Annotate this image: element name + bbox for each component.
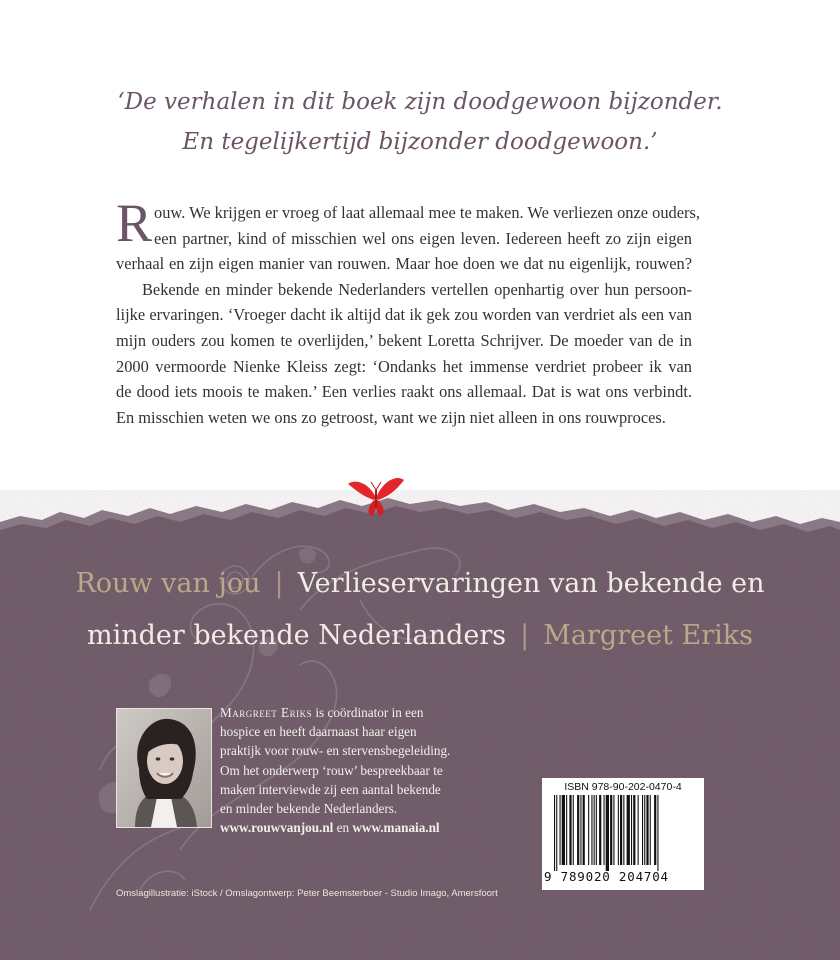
quote-line-1: ‘De verhalen in dit boek zijn doodgewoon bijzonder.: [117, 89, 723, 115]
barcode-bar: [588, 795, 589, 865]
blurb-line: En misschien weten we ons zo getroost, want we zijn niet alleen in ons rouwproces.: [116, 407, 666, 427]
bio-name: Margreet Eriks: [220, 705, 313, 720]
barcode-bar: [631, 795, 632, 865]
purple-panel: [0, 490, 840, 960]
blurb-text: [116, 193, 700, 430]
blurb-line: mijn ouders zou komen te overlijden,’ bekent Loretta Schrijver. De moeder van de in: [116, 330, 692, 350]
author-name: Margreet Eriks: [543, 620, 753, 651]
barcode-bar: [633, 795, 635, 865]
subtitle-part-2: minder bekende Nederlanders: [87, 620, 507, 651]
barcode-bar: [657, 795, 658, 871]
barcode-bar: [610, 795, 612, 865]
blurb-line: een partner, kind of misschien wel ons eigen leven. Iedereen heeft zo zijn eigen: [154, 228, 692, 248]
bio-line: en minder bekende Nederlanders.: [220, 801, 398, 817]
drop-cap: R: [116, 193, 153, 253]
bio-connector: en: [333, 820, 353, 836]
quote-line-2: En tegelijkertijd bijzonder doodgewoon.’: [182, 129, 658, 155]
title-separator: |: [274, 568, 284, 599]
blurb-line: de dood iets moois te maken.’ Een verlies raakt ons allemaal. Dat is wat ons verbindt.: [116, 382, 692, 402]
barcode-bar: [644, 795, 645, 865]
barcode: [542, 778, 704, 890]
pull-quote: [0, 82, 840, 162]
cover-credits: Omslagillustratie: iStock / Omslagontwerp: Peter Beemsterboer - Studio Imago, Amersfoort: [116, 888, 498, 899]
barcode-bar: [650, 795, 651, 865]
title-separator: |: [520, 620, 530, 651]
barcode-bar: [627, 795, 630, 865]
bio-line: Om het onderwerp ‘rouw’ bespreekbaar te: [220, 762, 443, 778]
barcode-bar: [573, 795, 574, 865]
blurb-line: 2000 vermoorde Nienke Kleiss zegt: ‘Ondanks het immense verdriet probeer ik van: [116, 356, 692, 376]
barcode-bar: [580, 795, 581, 865]
barcode-bar: [618, 795, 619, 865]
barcode-bar: [562, 795, 565, 865]
book-title: Rouw van jou: [75, 568, 261, 599]
blurb-line: ouw. We krijgen er vroeg of laat allemaal mee te maken. We verliezen onze ouders,: [154, 203, 700, 222]
website-link-2[interactable]: www.manaia.nl: [352, 820, 440, 836]
barcode-bar: [623, 795, 624, 865]
barcode-bar: [596, 795, 597, 865]
author-photo: [116, 708, 212, 828]
blurb-line: lijke ervaringen. ‘Vroeger dacht ik altijd dat ik gek zou worden van verdriet als een van: [116, 305, 692, 325]
barcode-bar: [638, 795, 639, 865]
bio-line: praktijk voor rouw- en stervensbegeleiding.: [220, 743, 451, 759]
barcode-bar: [642, 795, 643, 865]
title-line-2: [0, 620, 840, 651]
barcode-bar: [606, 795, 609, 871]
barcode-bar: [620, 795, 622, 865]
barcode-bar: [577, 795, 579, 865]
author-bio: [220, 703, 520, 837]
website-link-1[interactable]: www.rouwvanjou.nl: [220, 820, 334, 836]
isbn-digits: 9 789020 204704: [544, 869, 669, 884]
isbn-label: ISBN 978-90-202-0470-4: [564, 781, 682, 793]
barcode-bar: [569, 795, 571, 865]
blurb-line: verhaal en zijn eigen manier van rouwen. Maar hoe doen we dat nu eigenlijk, rouwen?: [116, 254, 692, 274]
barcode-bar: [613, 795, 614, 865]
bio-line: is coördinator in een: [312, 705, 424, 720]
subtitle-part-1: Verlieservaringen van bekende en: [297, 568, 765, 599]
barcode-bar: [594, 795, 595, 865]
title-line-1: [0, 568, 840, 599]
barcode-bar: [583, 795, 585, 865]
barcode-bars: [552, 795, 694, 871]
barcode-bar: [604, 795, 605, 865]
barcode-bar: [646, 795, 648, 865]
blurb-line: Bekende en minder bekende Nederlanders vertellen openhartig over hun persoon-: [142, 279, 692, 299]
barcode-bar: [654, 795, 656, 865]
bio-line: hospice en heeft daarnaast haar eigen: [220, 724, 417, 740]
barcode-bar: [591, 795, 592, 865]
barcode-bar: [560, 795, 561, 865]
barcode-bar: [556, 795, 557, 871]
bio-line: maken interviewde zij een aantal bekende: [220, 781, 441, 797]
barcode-bar: [599, 795, 601, 865]
barcode-bar: [566, 795, 567, 865]
butterfly-icon: [346, 474, 406, 518]
barcode-bar: [554, 795, 555, 871]
